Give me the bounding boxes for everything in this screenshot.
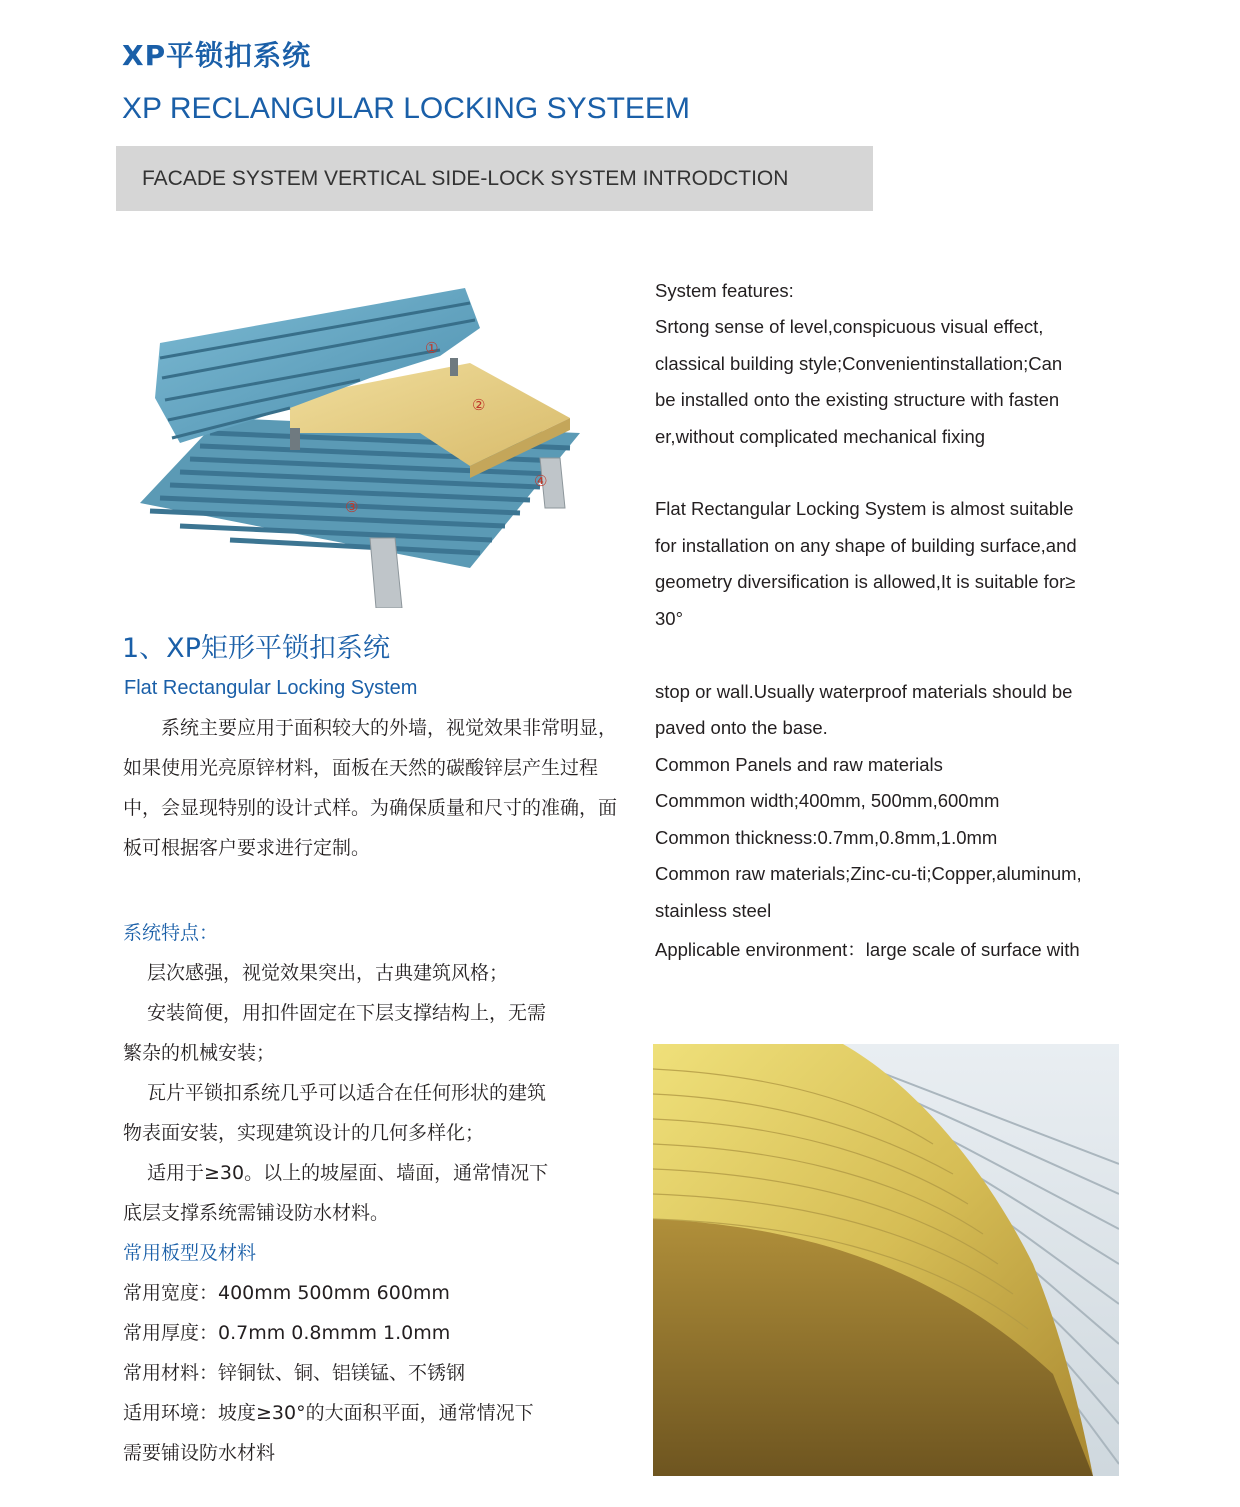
en-line-4: be installed onto the existing structure with fasten (655, 389, 1060, 410)
feature-1: 层次感强，视觉效果突出，古典建筑风格； (147, 962, 509, 984)
feature-3b: 物表面安装，实现建筑设计的几何多样化； (123, 1122, 485, 1144)
en-line-8: geometry diversification is allowed,It is suitable for≥ (655, 571, 1076, 592)
environment-line-a: 适用环境：坡度≥30°的大面积平面，通常情况下 (123, 1402, 534, 1424)
en-line-16: stainless steel (655, 900, 772, 921)
feature-4a: 适用于≥30。以上的坡屋面、墙面，通常情况下 (147, 1162, 549, 1184)
materials-heading: 常用板型及材料 (123, 1242, 257, 1264)
en-line-6: Flat Rectangular Locking System is almost suitable (655, 498, 1074, 519)
en-line-15: Common raw materials;Zinc-cu-ti;Copper,aluminum, (655, 863, 1082, 884)
en-line-3: classical building style;Convenientinstallation;Can (655, 353, 1063, 374)
en-line-12: Common Panels and raw materials (655, 754, 943, 775)
intro-banner (116, 146, 873, 211)
feature-4b: 底层支撑系统需铺设防水材料。 (123, 1202, 390, 1224)
facade-photo (653, 1044, 1119, 1476)
page-title-cn: XP平锁扣系统 (122, 39, 312, 72)
en-line-10: stop or wall.Usually waterproof materials should be (655, 681, 1073, 702)
feature-2b: 繁杂的机械安装； (123, 1042, 276, 1064)
label-1: ① (425, 339, 439, 357)
section-subtitle: Flat Rectangular Locking System (124, 677, 418, 699)
roof-system-diagram (140, 268, 630, 608)
page-title-en: XP RECLANGULAR LOCKING SYSTEEM (122, 92, 690, 125)
en-line-7: for installation on any shape of building surface,and (655, 535, 1077, 556)
feature-3a: 瓦片平锁扣系统几乎可以适合在任何形状的建筑 (147, 1082, 547, 1104)
en-line-9: 30° (655, 608, 683, 629)
en-line-2: Srtong sense of level,conspicuous visual effect, (655, 316, 1044, 337)
width-line: 常用宽度：400mm 500mm 600mm (123, 1282, 450, 1304)
material-line: 常用材料：锌铜钛、铜、铝镁锰、不锈钢 (123, 1362, 466, 1384)
section-title: 1、XP矩形平锁扣系统 (122, 633, 390, 664)
label-2: ② (472, 396, 486, 414)
features-heading: 系统特点： (123, 922, 219, 944)
en-line-5: er,without complicated mechanical fixing (655, 426, 986, 447)
feature-2a: 安装简便，用扣件固定在下层支撑结构上，无需 (147, 1002, 547, 1024)
en-line-13: Commmon width;400mm, 500mm,600mm (655, 790, 1000, 811)
thickness-line: 常用厚度：0.7mm 0.8mmm 1.0mm (123, 1322, 451, 1344)
intro-paragraph-cn: 系统主要应用于面积较大的外墙，视觉效果非常明显，如果使用光亮原锌材料，面板在天然的碳酸锌层产生过程中，会显现特别的设计式样。为确保质量和尺寸的准确，面板可根据客户要求进行定制。 (123, 717, 618, 859)
en-line-11: paved onto the base. (655, 717, 828, 738)
en-line-17: Applicable environment：large scale of surface with (655, 939, 1080, 960)
label-4: ④ (534, 472, 548, 490)
en-line-1: System features: (655, 280, 794, 301)
banner-text: FACADE SYSTEM VERTICAL SIDE-LOCK SYSTEM INTRODCTION (142, 167, 789, 190)
environment-line-b: 需要铺设防水材料 (123, 1442, 276, 1464)
label-3: ③ (345, 498, 359, 516)
en-line-14: Common thickness:0.7mm,0.8mm,1.0mm (655, 827, 998, 848)
